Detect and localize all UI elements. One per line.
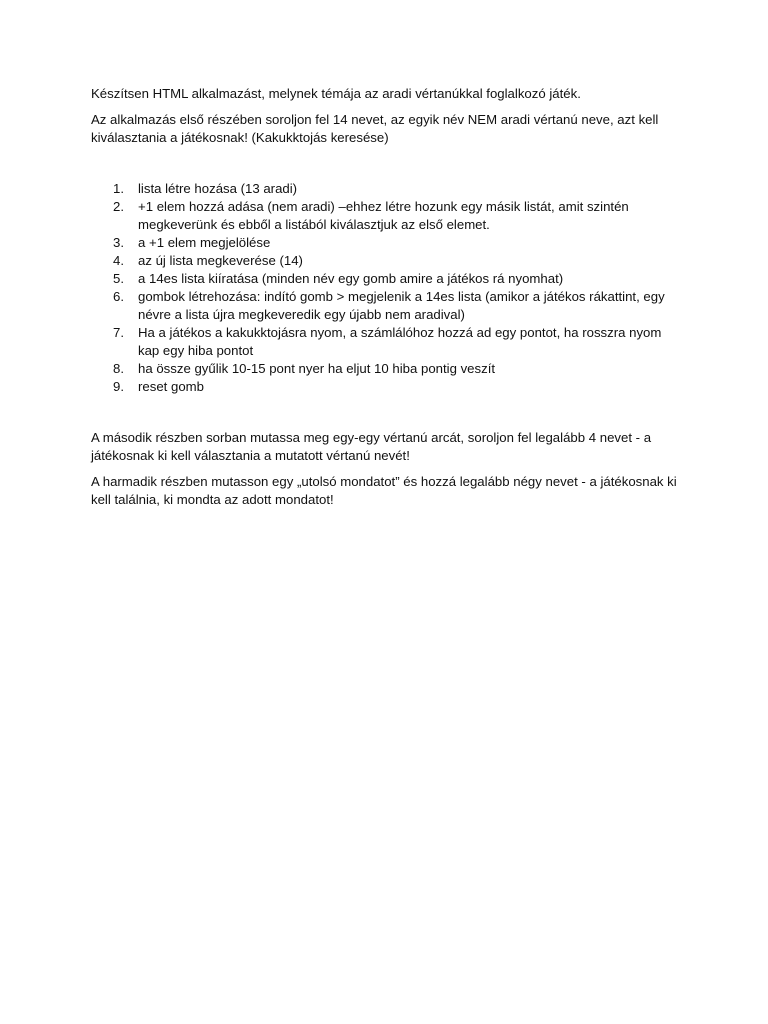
list-item bbox=[91, 234, 681, 252]
part3-paragraph: A harmadik részben mutasson egy „utolsó mondatot” és hozzá legalább négy nevet - a játékosnak ki kell találnia, ki mondta az adott mondatot! bbox=[91, 474, 677, 507]
list-item-number: 3. bbox=[113, 235, 124, 250]
list-item-number: 8. bbox=[113, 361, 124, 376]
list-item bbox=[91, 360, 681, 378]
list-item-number: 2. bbox=[113, 199, 124, 214]
list-item-text: +1 elem hozzá adása (nem aradi) –ehhez létre hozunk egy másik listát, amit szintén megkeverünk és ebből a listából kiválasztjuk az első elemet. bbox=[138, 199, 629, 232]
steps-list bbox=[91, 180, 681, 396]
list-item-text: reset gomb bbox=[138, 379, 204, 394]
intro-paragraph: Készítsen HTML alkalmazást, melynek témája az aradi vértanúkkal foglalkozó játék. bbox=[91, 86, 581, 101]
list-item-number: 6. bbox=[113, 289, 124, 304]
list-item bbox=[91, 198, 681, 234]
list-item-text: gombok létrehozása: indító gomb > megjelenik a 14es lista (amikor a játékos rákattint, egy névre a lista újra megkeveredik egy újabb nem aradival) bbox=[138, 289, 665, 322]
list-item-number: 4. bbox=[113, 253, 124, 268]
list-item-text: a 14es lista kiíratása (minden név egy gomb amire a játékos rá nyomhat) bbox=[138, 271, 564, 286]
list-item bbox=[91, 324, 681, 360]
list-item-number: 5. bbox=[113, 271, 124, 286]
list-item bbox=[91, 252, 681, 270]
list-item-number: 1. bbox=[113, 181, 124, 196]
part2-paragraph: A második részben sorban mutassa meg egy-egy vértanú arcát, soroljon fel legalább 4 nevet - a játékosnak ki kell választania a mutatott vértanú nevét! bbox=[91, 430, 652, 463]
list-item-text: az új lista megkeverése (14) bbox=[138, 253, 303, 268]
list-item-number: 7. bbox=[113, 325, 124, 340]
part1-paragraph: Az alkalmazás első részében soroljon fel 14 nevet, az egyik név NEM aradi vértanú neve, azt kell kiválasztania a játékosnak! (Kakukktojás keresése) bbox=[91, 112, 659, 145]
list-item-text: Ha a játékos a kakukktojásra nyom, a számlálóhoz hozzá ad egy pontot, ha rosszra nyom kap egy hiba pontot bbox=[138, 325, 662, 358]
list-item bbox=[91, 270, 681, 288]
list-item-text: ha össze gyűlik 10-15 pont nyer ha eljut 10 hiba pontig veszít bbox=[138, 361, 496, 376]
document-page bbox=[91, 85, 681, 517]
list-item bbox=[91, 378, 681, 396]
list-item bbox=[91, 180, 681, 198]
list-item-text: lista létre hozása (13 aradi) bbox=[138, 181, 298, 196]
list-item-text: a +1 elem megjelölése bbox=[138, 235, 271, 250]
list-item-number: 9. bbox=[113, 379, 124, 394]
list-item bbox=[91, 288, 681, 324]
